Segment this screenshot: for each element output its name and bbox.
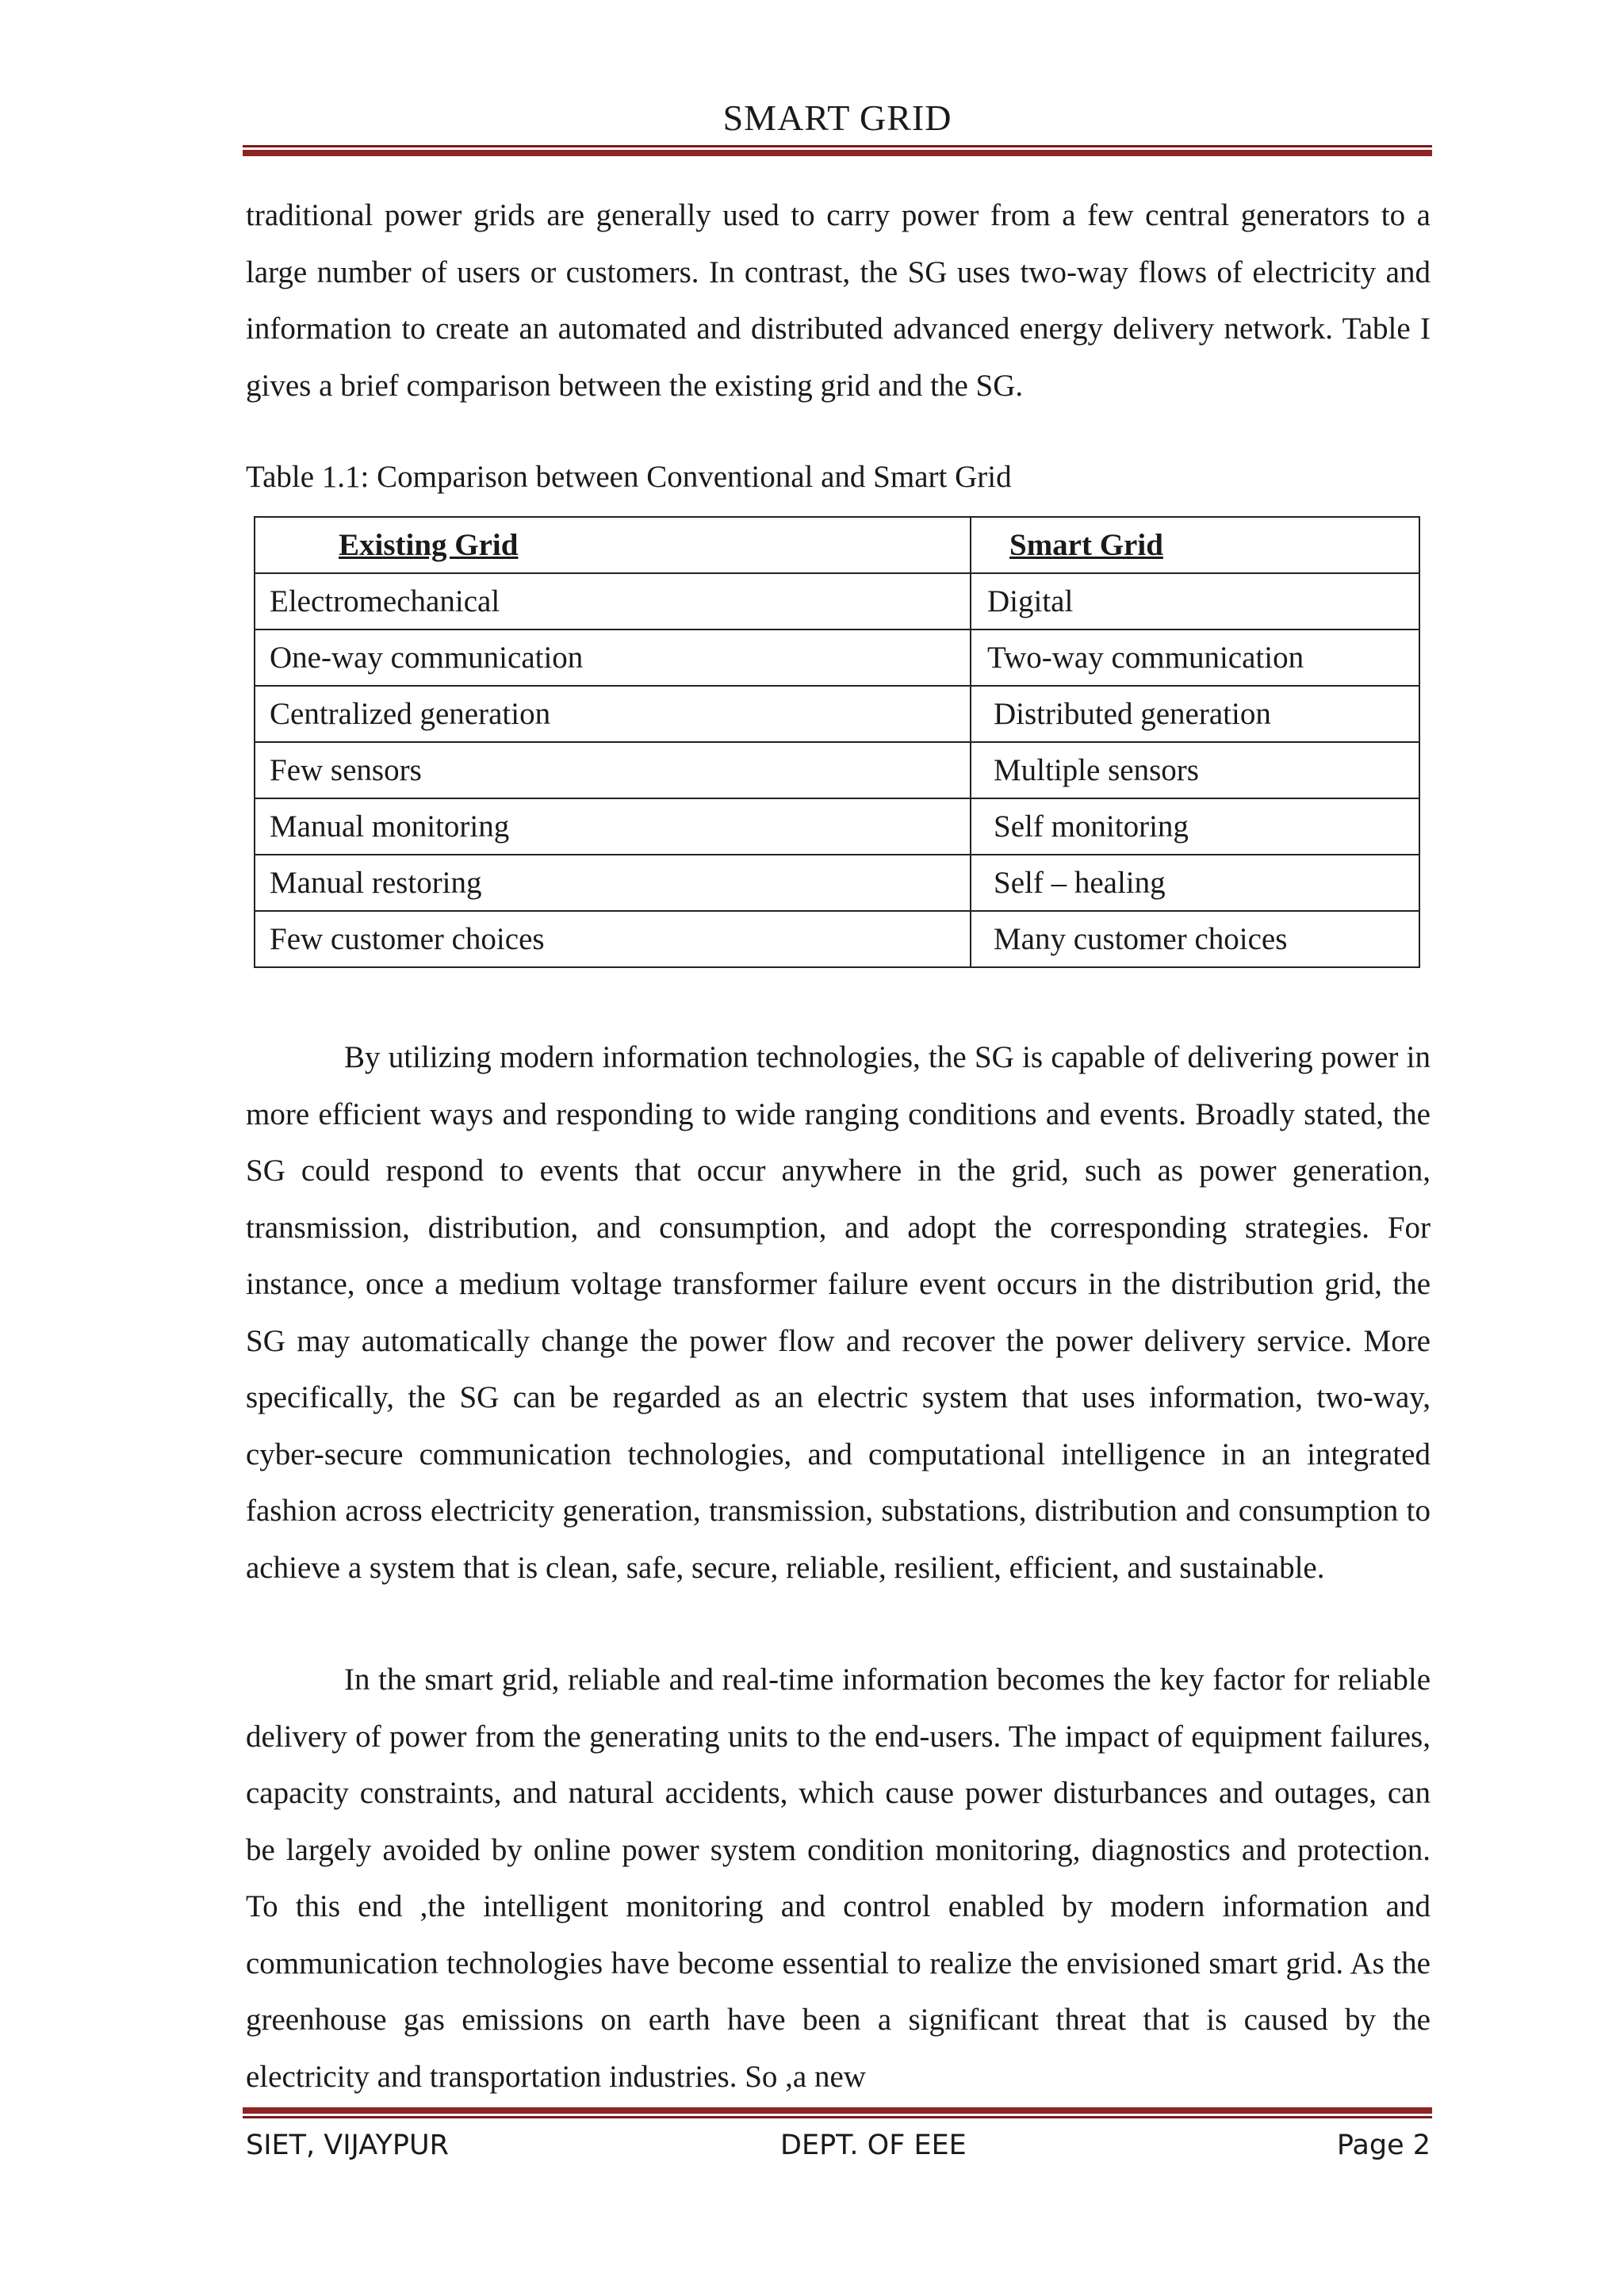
table-header-row	[255, 517, 1419, 573]
page-header-title: SMART GRID	[722, 98, 952, 138]
footer-page-number: Page 2	[1336, 2130, 1431, 2161]
footer-department: DEPT. OF EEE	[780, 2130, 967, 2161]
table-header-smart-grid: Smart Grid	[971, 517, 1419, 573]
table-cell-smart: Many customer choices	[971, 911, 1419, 967]
table-cell-smart: Two-way communication	[971, 629, 1419, 686]
header-rule	[243, 145, 1432, 156]
footer-rule	[243, 2107, 1432, 2118]
table-row	[255, 855, 1419, 911]
table-row	[255, 911, 1419, 967]
table-cell-existing: Electromechanical	[255, 573, 971, 629]
table-cell-existing: One-way communication	[255, 629, 971, 686]
table-cell-existing: Centralized generation	[255, 686, 971, 742]
table-cell-smart: Self – healing	[971, 855, 1419, 911]
table-row	[255, 742, 1419, 798]
table-header-existing-grid: Existing Grid	[255, 517, 971, 573]
intro-paragraph: traditional power grids are generally used to carry power from a few central generators to a large number of users or customers. In contrast, the SG uses two-way flows of electricity and information to create an automated and distributed advanced energy delivery network. Table I gives a brief comparison between the existing grid and the SG.	[246, 198, 1431, 403]
table-cell-smart: Digital	[971, 573, 1419, 629]
comparison-table	[254, 516, 1420, 968]
table-row	[255, 798, 1419, 855]
table-row	[255, 629, 1419, 686]
table-row	[255, 573, 1419, 629]
table-cell-existing: Manual restoring	[255, 855, 971, 911]
table-cell-smart: Self monitoring	[971, 798, 1419, 855]
table-row	[255, 686, 1419, 742]
smart-grid-paragraph: In the smart grid, reliable and real-time information becomes the key factor for reliable delivery of power from the generating units to the end-users. The impact of equipment failures, capacity constraints, and natural accidents, which cause power disturbances and outages, can be largely avoided by online power system condition monitoring, diagnostics and protection. To this end ,the intelligent monitoring and control enabled by modern information and communication technologies have become essential to realize the envisioned smart grid. As the greenhouse gas emissions on earth have been a significant threat that is caused by the electricity and transportation industries. So ,a new	[246, 1663, 1431, 2094]
footer-institution: SIET, VIJAYPUR	[246, 2130, 449, 2161]
table-cell-existing: Few customer choices	[255, 911, 971, 967]
table-cell-smart: Multiple sensors	[971, 742, 1419, 798]
table-cell-existing: Manual monitoring	[255, 798, 971, 855]
table-cell-existing: Few sensors	[255, 742, 971, 798]
utilizing-paragraph: By utilizing modern information technologies, the SG is capable of delivering power in more efficient ways and responding to wide ranging conditions and events. Broadly stated, the SG could respond to events that occur anywhere in the grid, such as power generation, transmission, distribution, and consumption, and adopt the corresponding strategies. For instance, once a medium voltage transformer failure event occurs in the distribution grid, the SG may automatically change the power flow and recover the power delivery service. More specifically, the SG can be regarded as an electric system that uses information, two-way, cyber-secure communication technologies, and computational intelligence in an integrated fashion across electricity generation, transmission, substations, distribution and consumption to achieve a system that is clean, safe, secure, reliable, resilient, efficient, and sustainable.	[246, 1040, 1431, 1585]
table-cell-smart: Distributed generation	[971, 686, 1419, 742]
table-caption: Table 1.1: Comparison between Conventional and Smart Grid	[246, 460, 1012, 494]
